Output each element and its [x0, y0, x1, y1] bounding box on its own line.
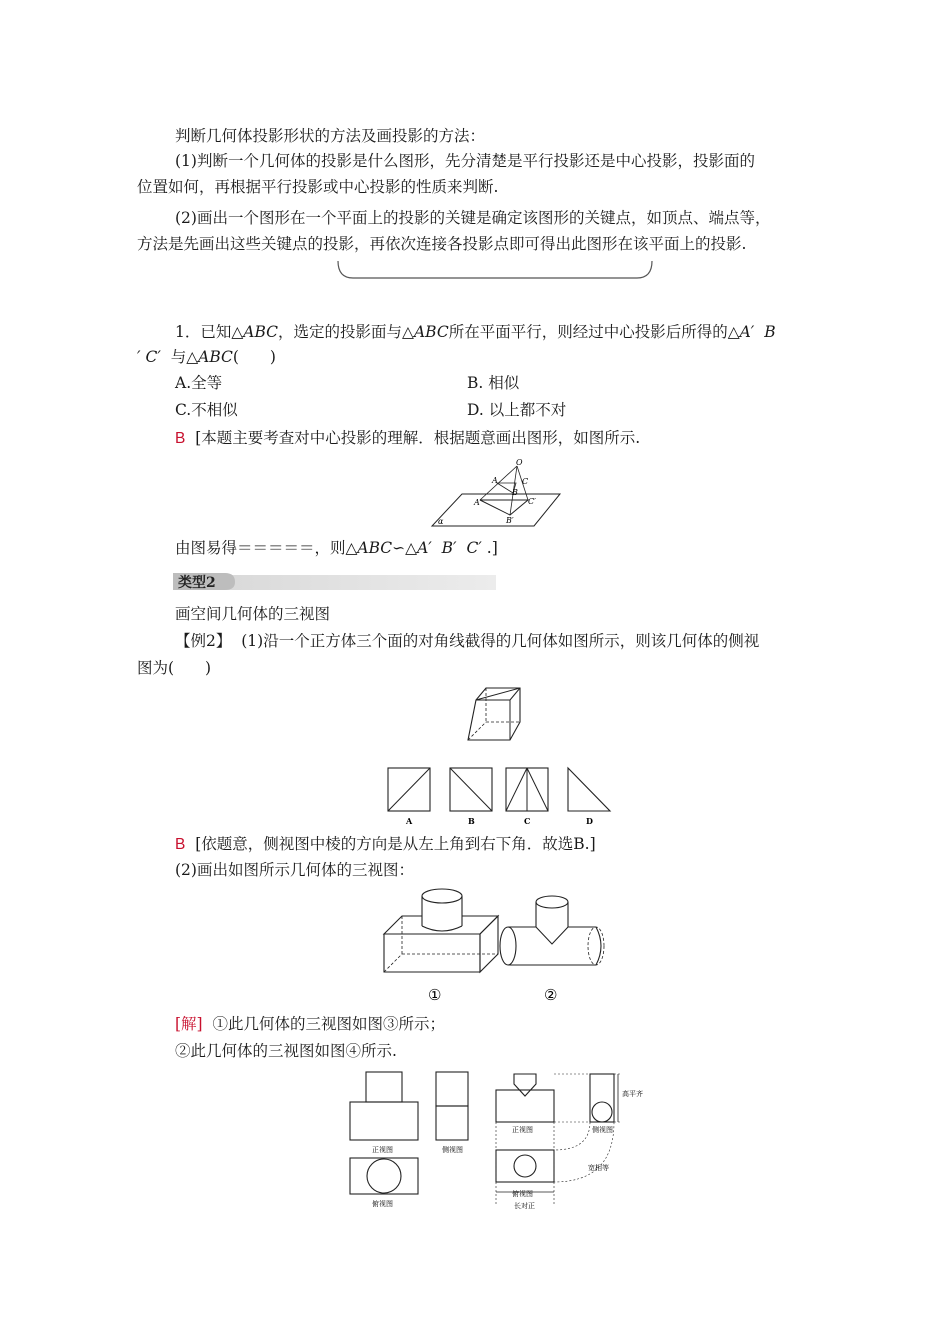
front-view-label: 正视图: [372, 1146, 393, 1154]
fig-label-b1: B′: [506, 516, 514, 525]
cut-cube-figure: [466, 686, 556, 744]
method-p2-line2: 方法是先画出这些关键点的投影，再依次连接各投影点即可得出此图形在该平面上的投影.: [137, 235, 747, 253]
q1-stem-line1: 1．已知△ABC，选定的投影面与△ABC所在平面平行，则经过中心投影后所得的△A′ B: [175, 323, 776, 341]
example2-part2: (2)画出如图所示几何体的三视图：: [175, 861, 414, 879]
q1-stem-line2: ′ C′ 与△ABC( ): [137, 348, 276, 366]
fig-label-b: B: [512, 488, 518, 497]
three-views-figure-4: [488, 1066, 648, 1214]
example2-answer: B [依题意，侧视图中棱的方向是从左上角到右下角．故选B.]: [175, 835, 596, 853]
method-p2-line1: (2)画出一个图形在一个平面上的投影的关键是确定该图形的关键点，如顶点、端点等，: [175, 209, 771, 227]
method-heading: 判断几何体投影形状的方法及画投影的方法：: [175, 127, 486, 145]
solution-line2: ②此几何体的三视图如图④所示.: [175, 1042, 397, 1060]
fig-label-o: O: [516, 458, 523, 467]
q1-option-a: A.全等: [175, 374, 223, 392]
type-badge: [173, 573, 496, 591]
q1-option-d: D. 以上都不对: [467, 401, 567, 419]
figure-label-1: ①: [428, 986, 442, 1004]
q1-answer: B [本题主要考查对中心投影的理解．根据题意画出图形，如图所示.: [175, 429, 641, 447]
top-view-label: 俯视图: [372, 1200, 393, 1208]
choice-label-a: A: [406, 816, 413, 826]
height-align-label: 高平齐: [622, 1090, 643, 1098]
q1-option-b: B. 相似: [467, 374, 520, 392]
choice-label-c: C: [524, 816, 531, 826]
method-p1-line2: 位置如何，再根据平行投影或中心投影的性质来判断.: [137, 178, 499, 196]
side-view-label: 侧视图: [442, 1146, 463, 1154]
q1-option-c: C.不相似: [175, 401, 238, 419]
example2-answer-letter: B: [175, 836, 186, 853]
three-views-figure-3: [346, 1070, 481, 1210]
example2-line1: 【例2】 (1)沿一个正方体三个面的对角线截得的几何体如图所示，则该几何体的侧视: [175, 632, 760, 650]
choice-label-d: D: [586, 816, 593, 826]
side-view-choices: [384, 766, 616, 828]
fig-label-alpha: α: [438, 517, 444, 526]
top-view-label-2: 俯视图: [512, 1190, 533, 1198]
fig-label-a: A: [492, 476, 498, 485]
type2-title: 画空间几何体的三视图: [175, 605, 331, 623]
method-p1-line1: (1)判断一个几何体的投影是什么图形，先分清楚是平行投影还是中心投影，投影面的: [175, 152, 755, 170]
solution-tag: [解]: [175, 1015, 203, 1033]
q1-conclusion: 由图易得＝＝＝＝＝，则△ABC∽△A′ B′ C′ .]: [175, 539, 498, 557]
solution-line1: [解] ①此几何体的三视图如图③所示；: [175, 1015, 445, 1033]
q1-answer-letter: B: [175, 430, 186, 447]
solid-figures: [380, 886, 612, 1006]
fig-label-a1: A′: [474, 498, 482, 507]
fig-label-c: C: [522, 477, 529, 486]
example2-line2: 图为( ): [137, 659, 212, 677]
section-bracket: [337, 260, 653, 282]
central-projection-figure: [430, 456, 565, 528]
side-view-label-2: 侧视图: [592, 1126, 613, 1134]
front-view-label-2: 正视图: [512, 1126, 533, 1134]
choice-label-b: B: [468, 816, 475, 826]
figure-label-2: ②: [544, 986, 558, 1004]
length-align-label: 长对正: [514, 1202, 535, 1210]
width-equal-label: 宽相等: [588, 1164, 609, 1172]
fig-label-c1: C′: [528, 497, 536, 506]
type-badge-label: 类型2: [178, 575, 216, 591]
